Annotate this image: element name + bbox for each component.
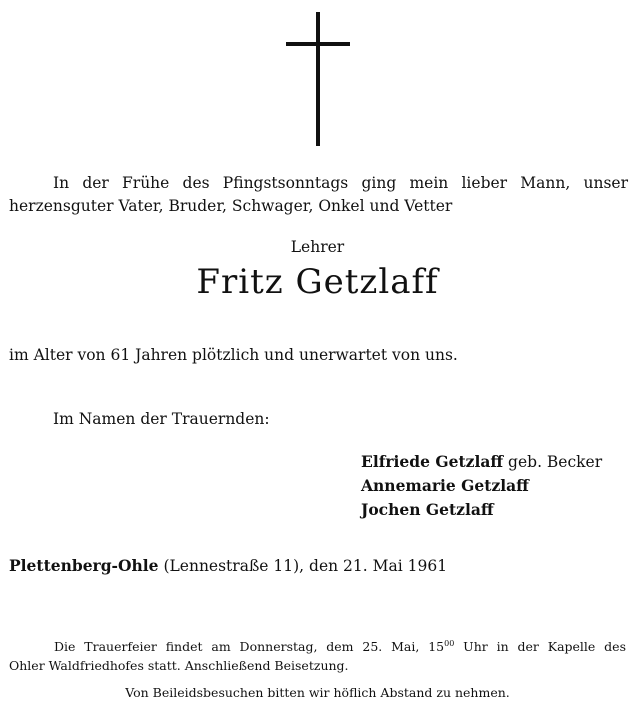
place-address: (Lennestraße 11),: [163, 557, 305, 575]
mourner-row: [361, 498, 602, 522]
mourners-list: [361, 450, 602, 522]
age-line: im Alter von 61 Jahren plötzlich und unerwartet von uns.: [9, 346, 458, 364]
mourner-name: Jochen Getzlaff: [361, 500, 494, 519]
cross-icon: [286, 12, 350, 146]
mourner-row: [361, 474, 602, 498]
mourner-row: [361, 450, 602, 474]
place-name: Plettenberg-Ohle: [9, 556, 159, 575]
condolence-note: Von Beileidsbesuchen bitten wir höflich Abstand zu nehmen.: [125, 685, 510, 700]
deceased-title: Lehrer: [290, 238, 345, 256]
funeral-time-superscript: 00: [444, 639, 455, 648]
cross-horizontal-bar: [286, 42, 350, 46]
mourner-name: Elfriede Getzlaff: [361, 452, 504, 471]
deceased-name: Fritz Getzlaff: [196, 262, 439, 302]
on-behalf-line: Im Namen der Trauernden:: [53, 410, 270, 428]
intro-line-1: In der Frühe des Pfingstsonntags ging mein lieber Mann, unser: [53, 174, 628, 192]
cross-vertical-bar: [316, 12, 320, 146]
funeral-line-1-b: Uhr in der Kapelle des: [463, 639, 626, 654]
funeral-line-1: [54, 639, 626, 654]
funeral-line-2: Ohler Waldfriedhofes statt. Anschließend Beisetzung.: [9, 658, 349, 673]
funeral-line-1-a: Die Trauerfeier findet am Donnerstag, dem 25. Mai, 15: [54, 639, 445, 654]
mourner-name: Annemarie Getzlaff: [361, 476, 529, 495]
intro-line-2: herzensguter Vater, Bruder, Schwager, Onkel und Vetter: [9, 197, 453, 215]
place-date-line: [9, 556, 447, 575]
mourner-note: geb. Becker: [508, 453, 603, 471]
date: den 21. Mai 1961: [309, 557, 448, 575]
